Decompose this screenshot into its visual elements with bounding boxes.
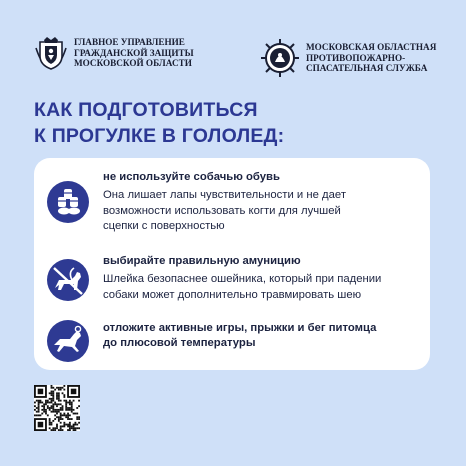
tip-text: Шлейка безопаснее ошейника, который при падении собаки может дополнительно травмировать шею (103, 273, 382, 301)
dog-shoes-icon (46, 180, 90, 224)
mopss-logo (260, 38, 436, 78)
tip-body (103, 170, 423, 235)
coat-of-arms-icon (34, 36, 68, 70)
tip-heading: выбирайте правильную амуницию (103, 255, 301, 267)
tip-heading: отложите активные игры, прыжки и бег питомца до плюсовой температуры (103, 322, 377, 349)
left-org-name: ГЛАВНОЕ УПРАВЛЕНИЕ ГРАЖДАНСКОЙ ЗАЩИТЫ МОСКОВСКОЙ ОБЛАСТИ (74, 37, 194, 69)
dog-harness-icon (46, 258, 90, 302)
page-title (34, 97, 284, 149)
tip-body (103, 254, 423, 303)
qr-code-icon[interactable] (34, 385, 80, 431)
header (0, 0, 466, 90)
running-dog-icon (46, 319, 90, 363)
right-org-name: МОСКОВСКАЯ ОБЛАСТНАЯ ПРОТИВОПОЖАРНО- СПАСАТЕЛЬНАЯ СЛУЖБА (306, 42, 437, 74)
title-line-2: К ПРОГУЛКЕ В ГОЛОЛЕД: (34, 125, 285, 147)
rescue-service-emblem-icon (260, 38, 300, 78)
tip-text: Она лишает лапы чувствительности и не дает возможности использовать когти для лучшей сцепки с поверхностью (103, 189, 346, 232)
gu-gz-logo (34, 36, 194, 70)
tip-body (103, 321, 423, 354)
tip-heading: не используйте собачью обувь (103, 171, 280, 183)
tips-card (34, 158, 430, 370)
title-line-1: КАК ПОДГОТОВИТЬСЯ (34, 99, 258, 121)
